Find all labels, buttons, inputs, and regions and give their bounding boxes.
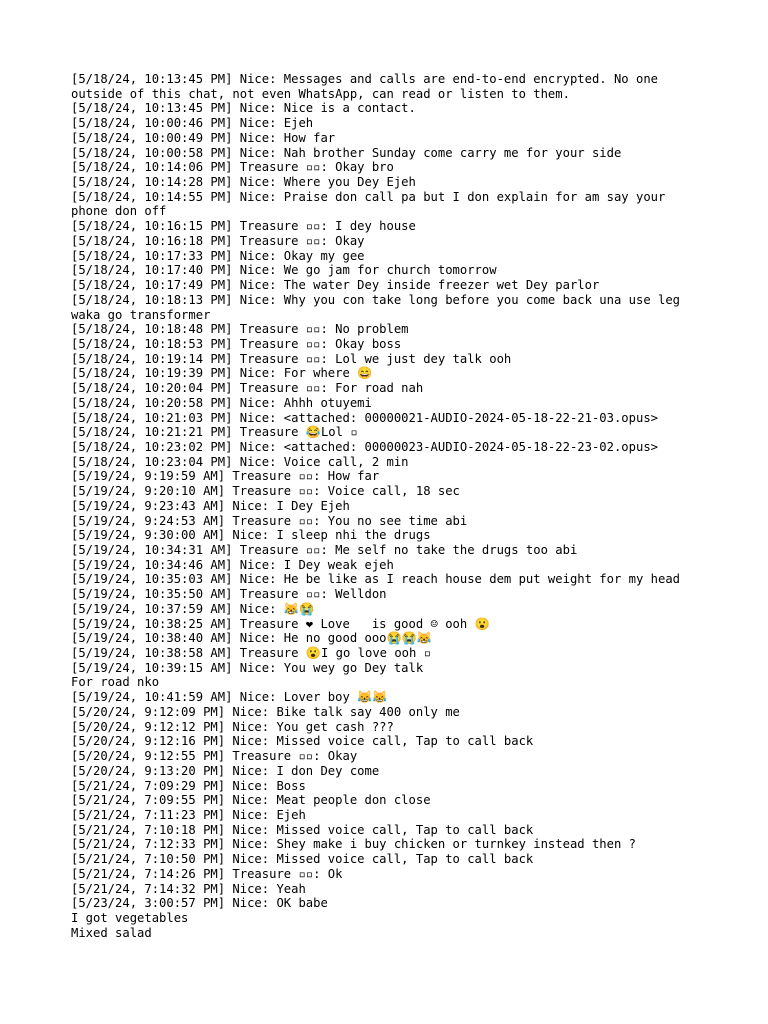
transcript-line: [5/19/24, 10:41:59 AM] Nice: Lover boy 😹😹 bbox=[71, 690, 388, 705]
transcript-line: [5/18/24, 10:23:04 PM] Nice: Voice call, 2 min bbox=[71, 454, 409, 469]
transcript-line: [5/20/24, 9:13:20 PM] Nice: I don Dey come bbox=[71, 763, 380, 778]
transcript-line: [5/18/24, 10:16:18 PM] Treasure ▫▫: Okay bbox=[71, 233, 365, 248]
transcript-line: [5/18/24, 10:14:55 PM] Nice: Praise don call pa but I don explain for am say your bbox=[71, 189, 666, 204]
transcript-line: [5/18/24, 10:17:49 PM] Nice: The water Dey inside freezer wet Dey parlor bbox=[71, 278, 600, 293]
transcript-line: [5/19/24, 10:34:31 AM] Treasure ▫▫: Me self no take the drugs too abi bbox=[71, 543, 578, 557]
transcript-line: [5/18/24, 10:17:40 PM] Nice: We go jam for church tomorrow bbox=[71, 263, 497, 278]
transcript-line: [5/21/24, 7:10:50 PM] Nice: Missed voice call, Tap to call back bbox=[71, 852, 534, 867]
transcript-line: Mixed salad bbox=[71, 925, 152, 940]
transcript-line: [5/18/24, 10:00:49 PM] Nice: How far bbox=[71, 130, 336, 145]
transcript-line: [5/21/24, 7:12:33 PM] Nice: Shey make i buy chicken or turnkey instead then ? bbox=[71, 837, 636, 852]
transcript-line: [5/19/24, 10:38:25 AM] Treasure ❤ Love is good ☺ ooh 😮 bbox=[71, 616, 490, 631]
transcript-line: [5/18/24, 10:21:21 PM] Treasure 😂Lol ▫ bbox=[71, 425, 358, 440]
transcript-line: [5/18/24, 10:18:13 PM] Nice: Why you con take long before you come back una use leg bbox=[71, 292, 681, 307]
transcript-line: [5/23/24, 3:00:57 PM] Nice: OK babe bbox=[71, 896, 328, 911]
chat-transcript bbox=[71, 72, 711, 940]
transcript-line: [5/19/24, 9:30:00 AM] Nice: I sleep nhi the drugs bbox=[71, 528, 431, 543]
transcript-line: [5/18/24, 10:19:14 PM] Treasure ▫▫: Lol we just dey talk ooh bbox=[71, 351, 512, 366]
transcript-line: [5/20/24, 9:12:09 PM] Nice: Bike talk say 400 only me bbox=[71, 704, 460, 719]
transcript-line: [5/18/24, 10:19:39 PM] Nice: For where 😄 bbox=[71, 366, 373, 381]
transcript-line: [5/18/24, 10:14:28 PM] Nice: Where you Dey Ejeh bbox=[71, 175, 416, 190]
transcript-line: [5/18/24, 10:16:15 PM] Treasure ▫▫: I dey house bbox=[71, 219, 416, 234]
transcript-line: [5/21/24, 7:09:55 PM] Nice: Meat people don close bbox=[71, 793, 431, 808]
transcript-line: [5/19/24, 10:38:58 AM] Treasure 😮I go love ooh ▫ bbox=[71, 646, 432, 661]
transcript-line: [5/18/24, 10:20:04 PM] Treasure ▫▫: For road nah bbox=[71, 381, 424, 396]
transcript-line: I got vegetables bbox=[71, 910, 189, 925]
transcript-line: [5/19/24, 9:19:59 AM] Treasure ▫▫: How far bbox=[71, 469, 380, 484]
transcript-line: [5/20/24, 9:12:55 PM] Treasure ▫▫: Okay bbox=[71, 749, 358, 764]
transcript-line: [5/18/24, 10:17:33 PM] Nice: Okay my gee bbox=[71, 248, 365, 263]
transcript-line: waka go transformer bbox=[71, 307, 211, 322]
transcript-line: [5/19/24, 10:34:46 AM] Nice: I Dey weak ejeh bbox=[71, 557, 394, 572]
transcript-line: [5/18/24, 10:13:45 PM] Nice: Messages and calls are end-to-end encrypted. No one bbox=[71, 72, 658, 86]
transcript-line: phone don off bbox=[71, 204, 167, 219]
transcript-line: [5/19/24, 9:20:10 AM] Treasure ▫▫: Voice call, 18 sec bbox=[71, 484, 460, 499]
transcript-line: [5/19/24, 10:38:40 AM] Nice: He no good ooo😭😭😹 bbox=[71, 631, 433, 646]
transcript-line: [5/21/24, 7:14:32 PM] Nice: Yeah bbox=[71, 881, 306, 896]
transcript-line: [5/19/24, 10:35:03 AM] Nice: He be like as I reach house dem put weight for my head bbox=[71, 572, 681, 587]
transcript-line: [5/19/24, 9:23:43 AM] Nice: I Dey Ejeh bbox=[71, 498, 350, 513]
transcript-line: [5/20/24, 9:12:12 PM] Nice: You get cash ??? bbox=[71, 719, 394, 734]
transcript-line: [5/19/24, 10:35:50 AM] Treasure ▫▫: Welldon bbox=[71, 587, 387, 602]
transcript-line: [5/18/24, 10:00:46 PM] Nice: Ejeh bbox=[71, 116, 314, 131]
transcript-line: [5/18/24, 10:13:45 PM] Nice: Nice is a contact. bbox=[71, 101, 416, 116]
transcript-line: [5/18/24, 10:00:58 PM] Nice: Nah brother Sunday come carry me for your side bbox=[71, 145, 622, 160]
transcript-line: [5/21/24, 7:11:23 PM] Nice: Ejeh bbox=[71, 807, 306, 822]
transcript-line: [5/19/24, 10:37:59 AM] Nice: 😹😭 bbox=[71, 601, 315, 616]
transcript-line: [5/18/24, 10:21:03 PM] Nice: <attached: 00000021-AUDIO-2024-05-18-22-21-03.opus> bbox=[71, 410, 658, 425]
transcript-line: [5/21/24, 7:10:18 PM] Nice: Missed voice call, Tap to call back bbox=[71, 822, 534, 837]
transcript-line: [5/21/24, 7:14:26 PM] Treasure ▫▫: Ok bbox=[71, 866, 343, 881]
transcript-line: [5/18/24, 10:23:02 PM] Nice: <attached: 00000023-AUDIO-2024-05-18-22-23-02.opus> bbox=[71, 439, 658, 454]
transcript-line: [5/18/24, 10:14:06 PM] Treasure ▫▫: Okay bro bbox=[71, 160, 394, 175]
transcript-line: [5/18/24, 10:20:58 PM] Nice: Ahhh otuyemi bbox=[71, 395, 372, 410]
transcript-line: [5/21/24, 7:09:29 PM] Nice: Boss bbox=[71, 778, 306, 793]
transcript-line: [5/18/24, 10:18:53 PM] Treasure ▫▫: Okay boss bbox=[71, 336, 402, 351]
transcript-line: For road nko bbox=[71, 675, 160, 690]
transcript-line: [5/19/24, 10:39:15 AM] Nice: You wey go Dey talk bbox=[71, 660, 424, 675]
transcript-line: [5/18/24, 10:18:48 PM] Treasure ▫▫: No problem bbox=[71, 322, 409, 337]
transcript-line: [5/20/24, 9:12:16 PM] Nice: Missed voice call, Tap to call back bbox=[71, 734, 534, 749]
transcript-line: [5/19/24, 9:24:53 AM] Treasure ▫▫: You no see time abi bbox=[71, 513, 468, 528]
transcript-line: outside of this chat, not even WhatsApp, can read or listen to them. bbox=[71, 86, 570, 101]
